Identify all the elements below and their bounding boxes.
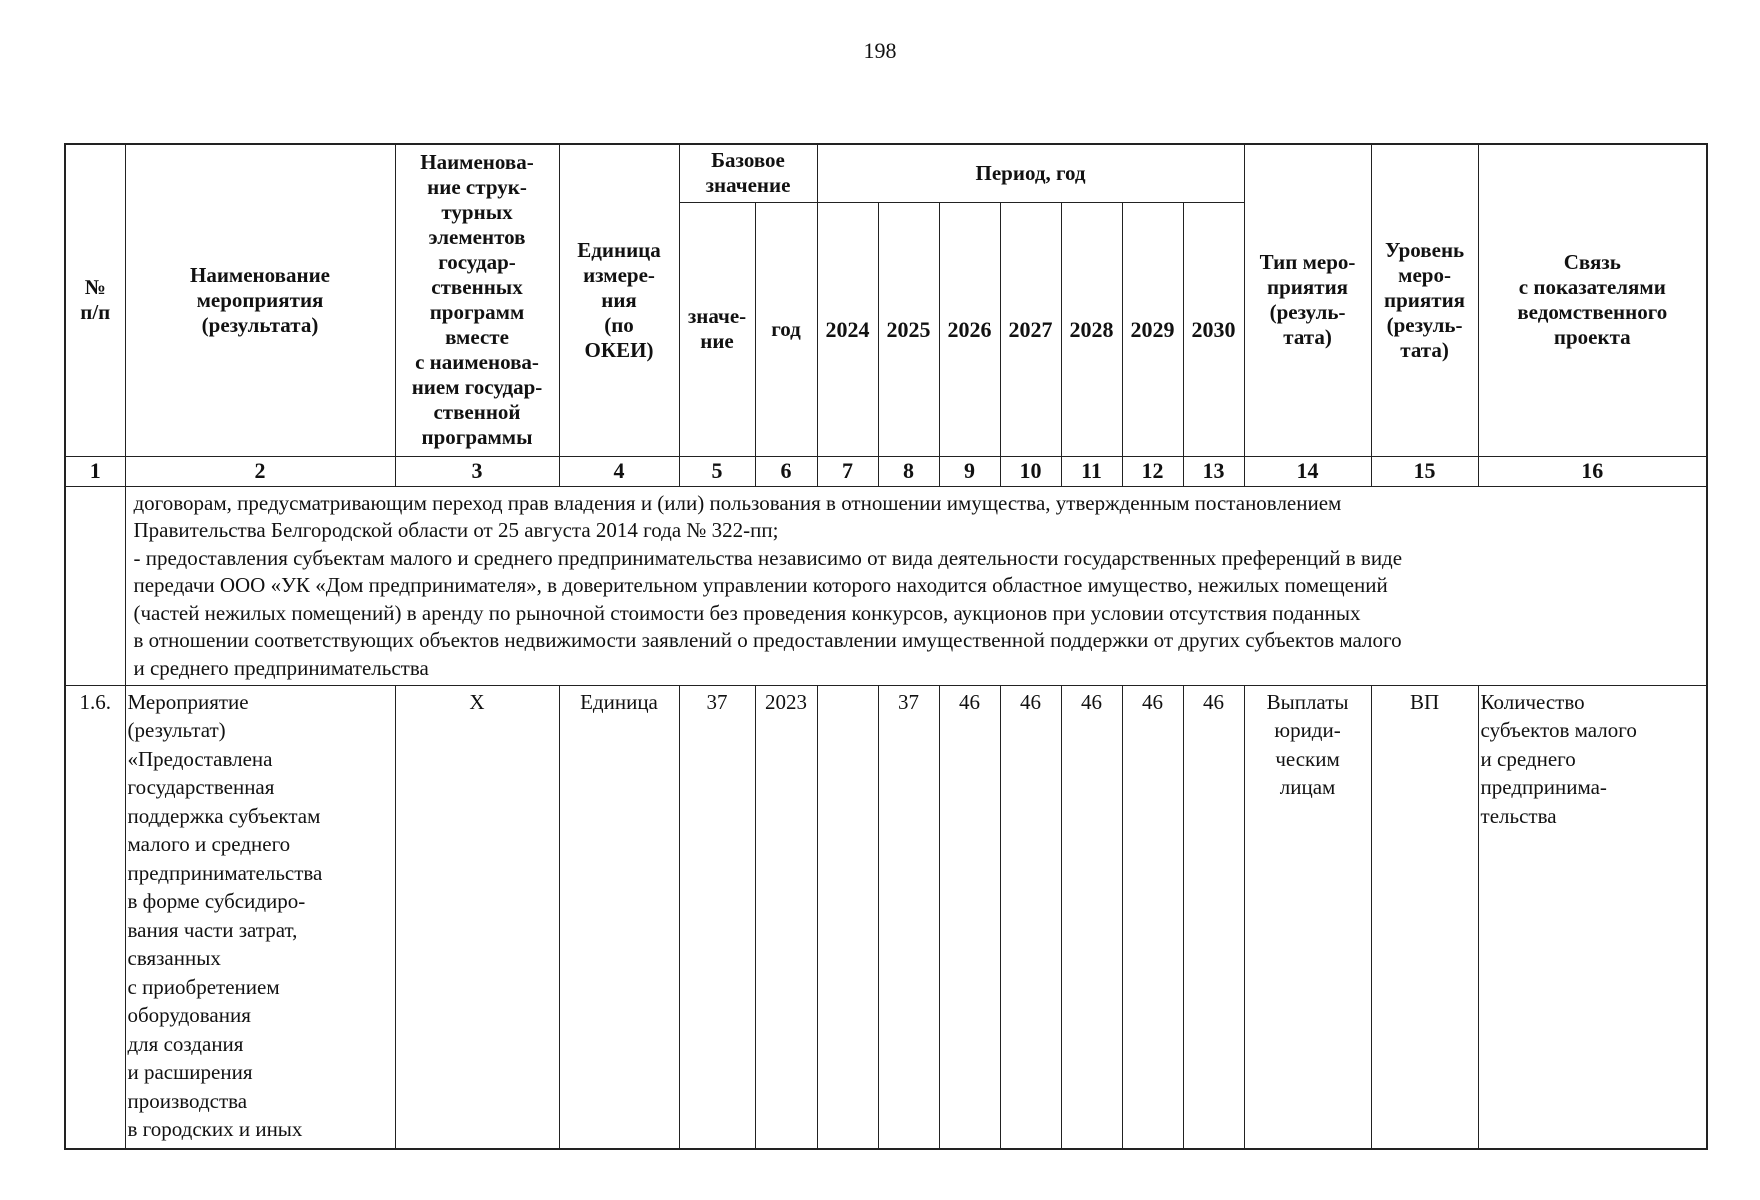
measures-table bbox=[64, 143, 1708, 1150]
column-number: 4 bbox=[559, 456, 679, 486]
column-number: 1 bbox=[65, 456, 125, 486]
header-base-year: год bbox=[755, 202, 817, 456]
row-structural-element: Х bbox=[395, 685, 559, 1149]
column-number: 13 bbox=[1183, 456, 1244, 486]
note-text: договорам, предусматривающим переход прав владения и (или) пользования в отношении имущества, утвержденным постановлением Правительства Белгородской области от 25 августа 2014 года № 322-пп; - предоставления субъектам малого и среднего предпринимательства независимо от вида деятельности государственных преференций в виде передачи ООО «УК «Дом предпринимателя», в доверительном управлении которого находится областное имущество, нежилых помещений (частей нежилых помещений) в аренду по рыночной стоимости без проведения конкурсов, аукционов при условии отсутствия поданных в отношении соответствующих объектов недвижимости заявлений о предоставлении имущественной поддержки от других субъектов малого и среднего предпринимательства bbox=[133, 490, 1403, 680]
row-year-value: 37 bbox=[878, 685, 939, 1149]
column-number: 15 bbox=[1371, 456, 1478, 486]
column-number: 10 bbox=[1000, 456, 1061, 486]
header-structural-elements: Наименова- ние струк- турных элементов государ- ственных программ вместе с наименова- нием государ- ственной программы bbox=[395, 144, 559, 456]
row-link: Количество субъектов малого и среднего предпринима- тельства bbox=[1478, 685, 1707, 1149]
header-link: Связь с показателями ведомственного проекта bbox=[1478, 144, 1707, 456]
column-number: 12 bbox=[1122, 456, 1183, 486]
column-number: 9 bbox=[939, 456, 1000, 486]
header-year: 2024 bbox=[817, 202, 878, 456]
row-year-value: 46 bbox=[1000, 685, 1061, 1149]
row-unit: Единица bbox=[559, 685, 679, 1149]
note-row bbox=[65, 486, 1707, 685]
header-year: 2030 bbox=[1183, 202, 1244, 456]
header-year: 2027 bbox=[1000, 202, 1061, 456]
header-type: Тип меро- приятия (резуль- тата) bbox=[1244, 144, 1371, 456]
row-year-value bbox=[817, 685, 878, 1149]
row-year-value: 46 bbox=[1122, 685, 1183, 1149]
column-number: 7 bbox=[817, 456, 878, 486]
row-year-value: 46 bbox=[1183, 685, 1244, 1149]
header-level: Уровень меро- приятия (резуль- тата) bbox=[1371, 144, 1478, 456]
header-row-1 bbox=[65, 144, 1707, 202]
page-number: 198 bbox=[863, 38, 897, 63]
header-period: Период, год bbox=[817, 144, 1244, 202]
header-num: № п/п bbox=[65, 144, 125, 456]
column-number: 6 bbox=[755, 456, 817, 486]
row-base-year: 2023 bbox=[755, 685, 817, 1149]
column-number: 14 bbox=[1244, 456, 1371, 486]
column-number: 8 bbox=[878, 456, 939, 486]
header-year: 2026 bbox=[939, 202, 1000, 456]
row-level: ВП bbox=[1371, 685, 1478, 1149]
header-unit: Единица измере- ния (по ОКЕИ) bbox=[559, 144, 679, 456]
header-base-value: значе- ние bbox=[679, 202, 755, 456]
header-name: Наименование мероприятия (результата) bbox=[125, 144, 395, 456]
row-year-value: 46 bbox=[1061, 685, 1122, 1149]
header-base: Базовое значение bbox=[679, 144, 817, 202]
row-year-value: 46 bbox=[939, 685, 1000, 1149]
row-base-value: 37 bbox=[679, 685, 755, 1149]
column-number: 11 bbox=[1061, 456, 1122, 486]
note-empty-cell bbox=[65, 486, 125, 685]
header-year: 2029 bbox=[1122, 202, 1183, 456]
row-num: 1.6. bbox=[65, 685, 125, 1149]
column-number: 5 bbox=[679, 456, 755, 486]
column-number: 3 bbox=[395, 456, 559, 486]
row-type: Выплаты юриди- ческим лицам bbox=[1244, 685, 1371, 1149]
note-cell bbox=[125, 486, 1707, 685]
table-row bbox=[65, 685, 1707, 1149]
header-year: 2025 bbox=[878, 202, 939, 456]
column-number: 2 bbox=[125, 456, 395, 486]
column-number: 16 bbox=[1478, 456, 1707, 486]
column-numbers-row bbox=[65, 456, 1707, 486]
row-name: Мероприятие (результат) «Предоставлена государственная поддержка субъектам малого и среднего предпринимательства в форме субсидиро- вания части затрат, связанных с приобретением оборудования для создания и расширения производства в городских и иных bbox=[125, 685, 395, 1149]
header-year: 2028 bbox=[1061, 202, 1122, 456]
